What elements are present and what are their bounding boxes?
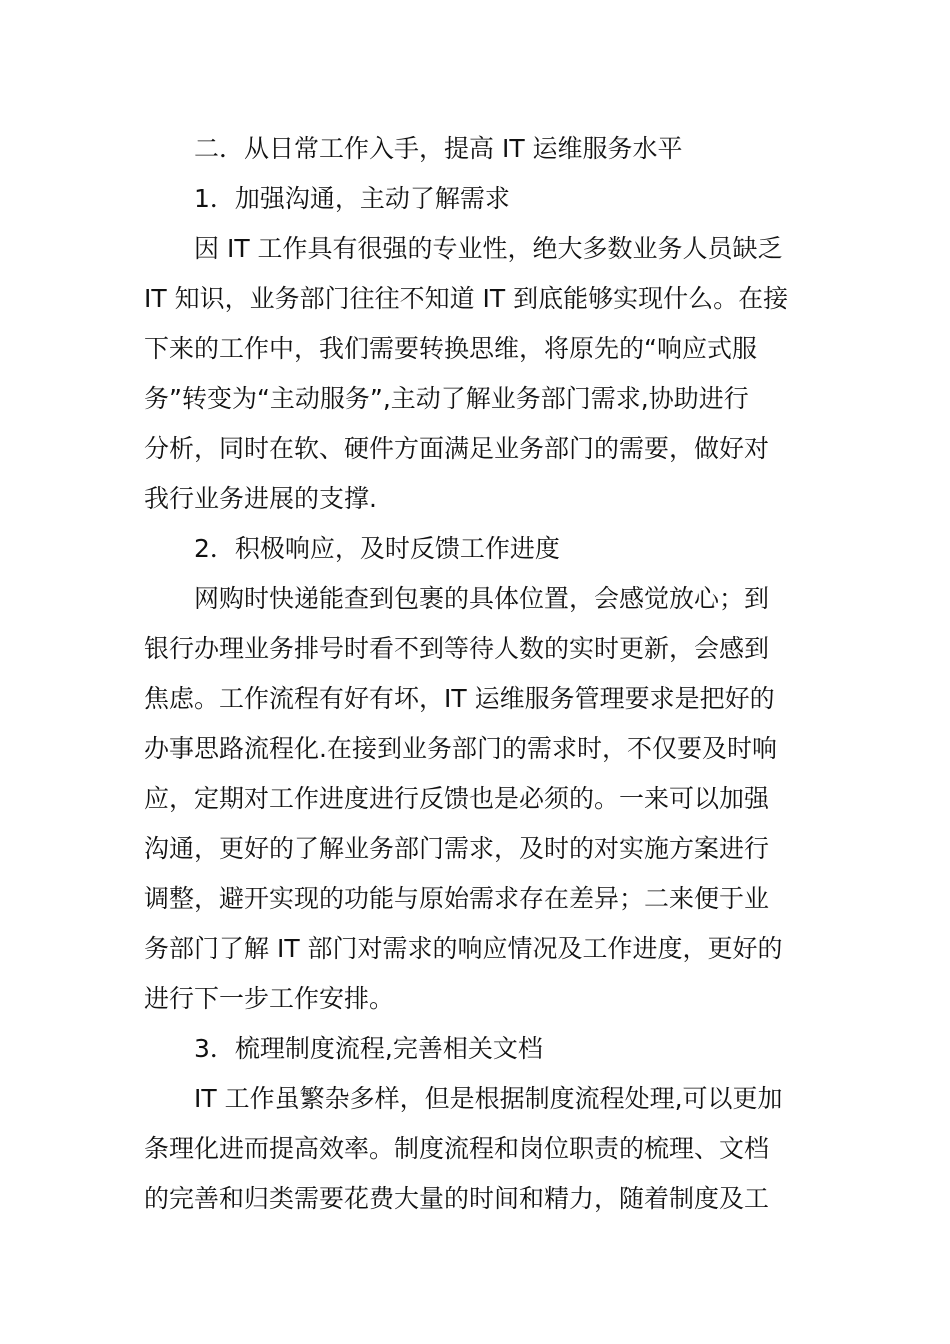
paragraph-line: 调整，避开实现的功能与原始需求存在差异；二来便于业 bbox=[144, 884, 770, 913]
paragraph-line: 因 IT 工作具有很强的专业性，绝大多数业务人员缺乏 bbox=[194, 234, 783, 263]
document-body bbox=[144, 124, 812, 1224]
paragraph-line: 务”转变为“主动服务”,主动了解业务部门需求,协助进行 bbox=[144, 384, 749, 413]
paragraph-line: 银行办理业务排号时看不到等待人数的实时更新，会感到 bbox=[144, 634, 770, 663]
paragraph-line: 下来的工作中，我们需要转换思维，将原先的“响应式服 bbox=[144, 334, 757, 363]
subsection-heading: 1．加强沟通，主动了解需求 bbox=[194, 184, 510, 213]
section-heading: 二．从日常工作入手，提高 IT 运维服务水平 bbox=[194, 134, 683, 163]
paragraph-line: IT 知识，业务部门往往不知道 IT 到底能够实现什么。在接 bbox=[144, 284, 789, 313]
paragraph-line: 务部门了解 IT 部门对需求的响应情况及工作进度，更好的 bbox=[144, 934, 783, 963]
paragraph-line: 办事思路流程化.在接到业务部门的需求时，不仅要及时响 bbox=[144, 734, 777, 763]
paragraph-line: 的完善和归类需要花费大量的时间和精力，随着制度及工 bbox=[144, 1184, 770, 1213]
paragraph-line: 焦虑。工作流程有好有坏，IT 运维服务管理要求是把好的 bbox=[144, 684, 775, 713]
paragraph-line: 我行业务进展的支撑. bbox=[144, 484, 377, 513]
subsection-heading: 2．积极响应，及时反馈工作进度 bbox=[194, 534, 560, 563]
paragraph-line: 沟通，更好的了解业务部门需求，及时的对实施方案进行 bbox=[144, 834, 770, 863]
paragraph-line: 条理化进而提高效率。制度流程和岗位职责的梳理、文档 bbox=[144, 1134, 770, 1163]
paragraph-line: 网购时快递能查到包裹的具体位置，会感觉放心；到 bbox=[194, 584, 770, 613]
subsection-heading: 3．梳理制度流程,完善相关文档 bbox=[194, 1034, 543, 1063]
paragraph-line: IT 工作虽繁杂多样，但是根据制度流程处理,可以更加 bbox=[194, 1084, 783, 1113]
paragraph-line: 进行下一步工作安排。 bbox=[144, 984, 395, 1013]
paragraph-line: 应，定期对工作进度进行反馈也是必须的。一来可以加强 bbox=[144, 784, 770, 813]
paragraph-line: 分析，同时在软、硬件方面满足业务部门的需要，做好对 bbox=[144, 434, 770, 463]
